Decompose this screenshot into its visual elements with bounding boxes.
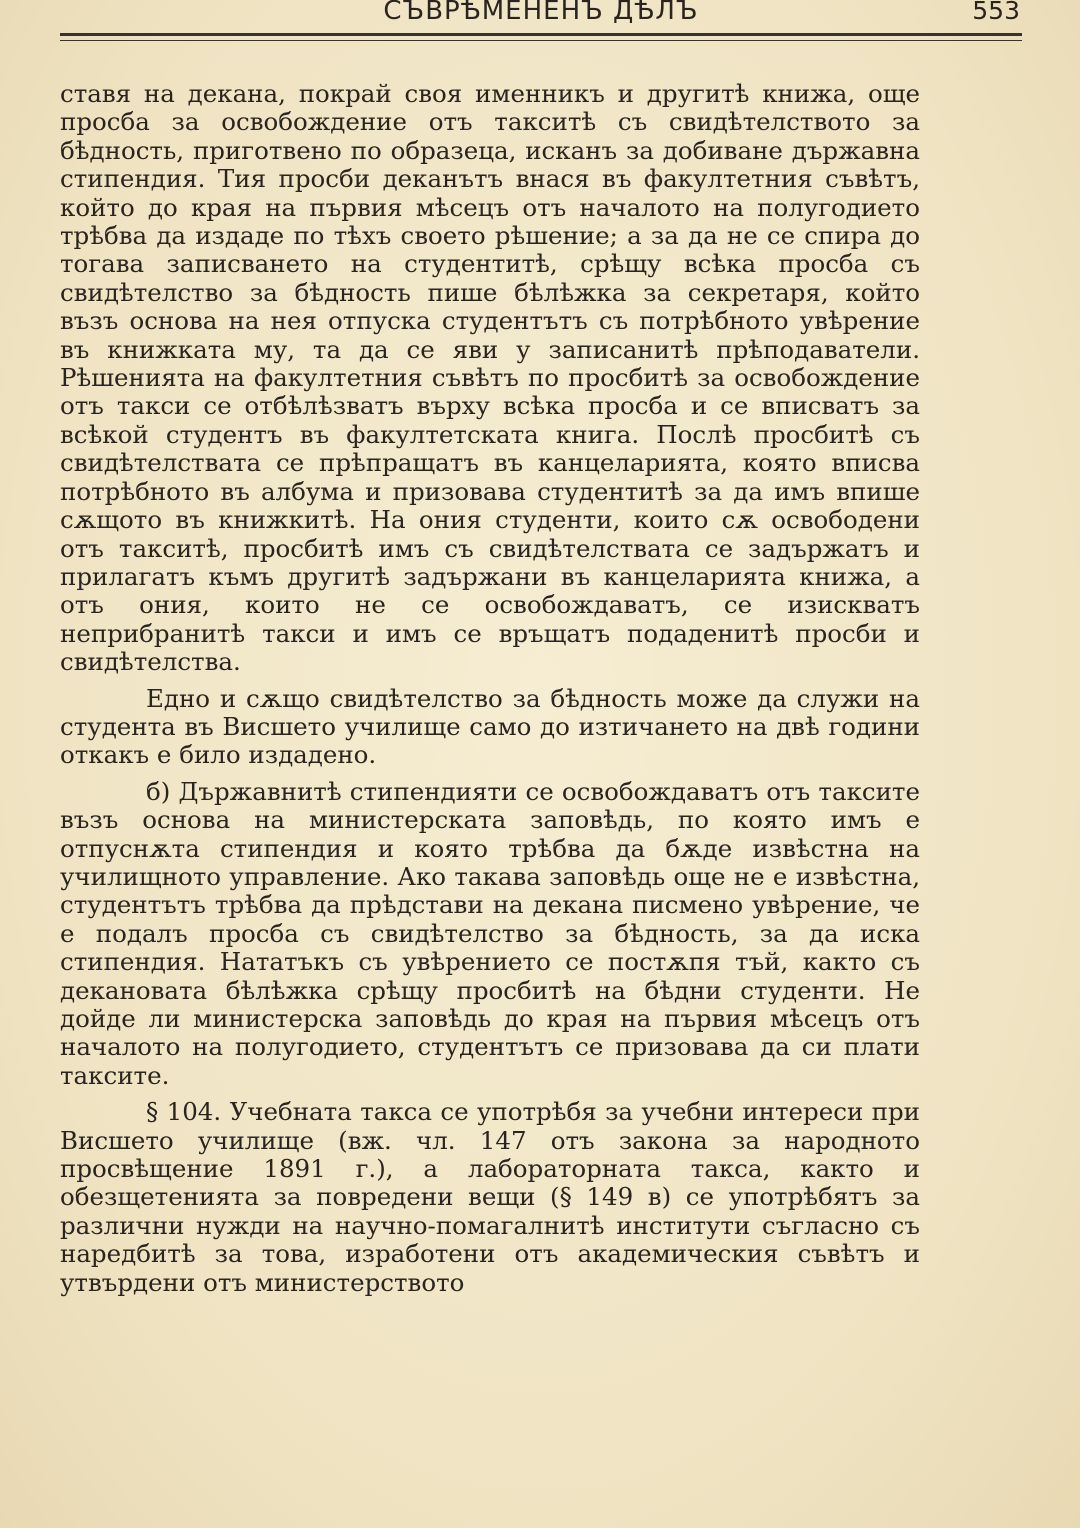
paragraph-state-scholars: б) Държавнитѣ стипендияти се освобождаватъ отъ таксите възъ основа на министерската заповѣдь, по която имъ е отпуснѫта стипендия и която трѣбва да бѫде извѣстна на училищното управление. Ако такава заповѣдь още не е извѣстна, студентътъ трѣбва да прѣдстави на декана писмено увѣрение, че е подалъ просба съ свидѣтелство за бѣдность, за да иска стипендия. Нататъкъ съ увѣрението се постѫпя тъй, както съ декановата бѣлѣжка срѣщу просбитѣ на бѣдни студенти. Не дойде ли министерска заповѣдь до края на първия мѣсецъ отъ началото на полугодието, студентътъ се призовава да си плати таксите. xyxy=(60,776,920,1090)
running-title: СЪВРѢМЕНЕНЪ ДѢЛЪ xyxy=(383,0,699,26)
paragraph-continuation: ставя на декана, покрай своя именникъ и другитѣ книжа, още проcба за освобождение отъ такситѣ съ свидѣтелството за бѣдность, приготвено по образеца, исканъ за добиване държавна стипендия. Тия просби деканътъ внася въ факултетния съвѣтъ, който до края на първия мѣсецъ отъ началото на полугодието трѣбва да издаде по тѣхъ своето рѣшение; а за да не се спира до тогава записването на студентитѣ, срѣщу всѣка просба съ свидѣтелство за бѣдность пише бѣлѣжка за секретаря, който възъ основа на нея отпуска студентътъ съ потрѣбното увѣрение въ книжката му, та да се яви у записанитѣ прѣподаватели. Рѣшенията на факултетния съвѣтъ по просбитѣ за освобождение отъ такси се отбѣлѣзватъ върху всѣка просба и се вписватъ за всѣкой студентъ въ факултетската книга. Послѣ просбитѣ съ свидѣтелствата се прѣпращатъ въ канцеларията, която вписва потрѣбното въ албума и призовава студентитѣ за да имъ впише сѫщото въ книжкитѣ. На ония студенти, които сѫ освободени отъ такситѣ, просбитѣ имъ съ свидѣтелствата се задържатъ и прилагатъ къмъ другитѣ задържани въ канцеларията книжа, а отъ ония, които не се освобождаватъ, се изискватъ неприбранитѣ такси и имъ се връщатъ подаденитѣ просби и свидѣтелства. xyxy=(60,79,920,677)
paragraph-certificate-validity: Едно и сѫщо свидѣтелство за бѣдность може да служи на студента въ Висшето училище само до изтичането на двѣ години откакъ е било издадено. xyxy=(60,683,920,770)
page-number: 553 xyxy=(972,0,1020,25)
header-rule-thin xyxy=(60,40,1022,41)
body-text xyxy=(60,80,920,1297)
header-rule-thick xyxy=(60,33,1022,36)
page-header xyxy=(60,0,1022,30)
paragraph-section-104: § 104. Учебната такса се употрѣбя за учебни интереси при Висшето училище (вж. чл. 147 отъ закона за народното просвѣщение 1891 г.), а лабораторната такса, както и обезщетенията за повредени вещи (§ 149 в) се употрѣбятъ за различни нужди на научно-помагалнитѣ институти съгласно съ наредбитѣ за това, изработени отъ академическия съвѣтъ и утвърдени отъ министерството xyxy=(60,1097,920,1297)
